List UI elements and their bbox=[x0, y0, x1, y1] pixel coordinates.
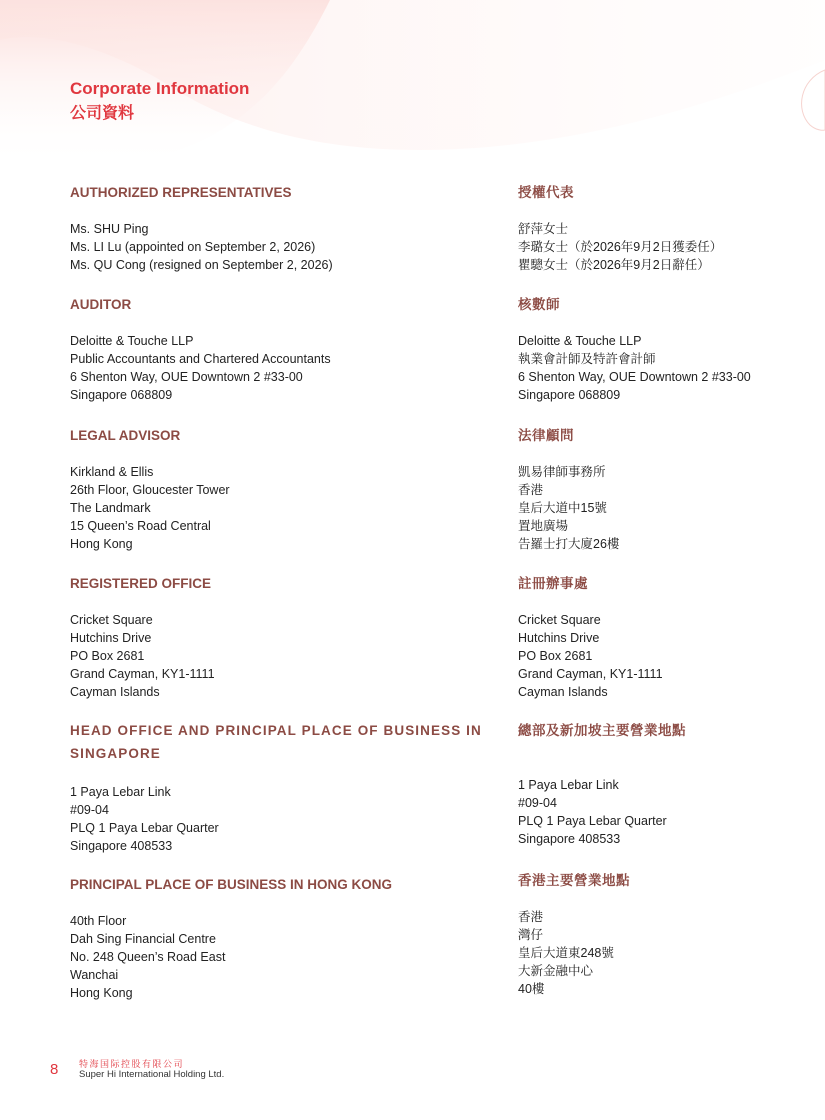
text-line: Cayman Islands bbox=[70, 685, 160, 699]
text-line: 26th Floor, Gloucester Tower bbox=[70, 483, 230, 497]
text-line: 1 Paya Lebar Link bbox=[70, 785, 171, 799]
text-line: Hutchins Drive bbox=[518, 631, 600, 645]
section-heading: 核數師 bbox=[518, 297, 560, 312]
text-line: PLQ 1 Paya Lebar Quarter bbox=[70, 821, 219, 835]
page-title-en: Corporate Information bbox=[70, 79, 250, 98]
text-line: 皇后大道東248號 bbox=[518, 946, 614, 960]
text-line: Singapore 408533 bbox=[70, 839, 173, 853]
text-line: Dah Sing Financial Centre bbox=[70, 932, 216, 946]
text-line: Deloitte & Touche LLP bbox=[70, 334, 194, 348]
section-registered-office-en bbox=[70, 575, 500, 701]
section-head-office-singapore-en bbox=[70, 719, 500, 855]
page-title-block bbox=[70, 78, 249, 126]
text-line: Deloitte & Touche LLP bbox=[518, 334, 642, 348]
text-line: 皇后大道中15號 bbox=[518, 501, 607, 515]
section-heading bbox=[70, 719, 500, 765]
text-line: PLQ 1 Paya Lebar Quarter bbox=[518, 814, 667, 828]
text-line: Ms. LI Lu (appointed on September 2, 2026) bbox=[70, 240, 316, 254]
text-line: 告羅士打大廈26樓 bbox=[518, 537, 620, 551]
text-line: Wanchai bbox=[70, 968, 119, 982]
text-line: No. 248 Queen’s Road East bbox=[70, 950, 226, 964]
text-line: 李璐女士（於2026年9月2日獲委任） bbox=[518, 240, 723, 254]
text-line: 6 Shenton Way, OUE Downtown 2 #33-00 bbox=[70, 370, 303, 384]
section-legal-advisor-zh bbox=[518, 427, 808, 553]
text-line: Cricket Square bbox=[70, 613, 153, 627]
text-line: 15 Queen’s Road Central bbox=[70, 519, 211, 533]
text-line: Ms. QU Cong (resigned on September 2, 2026) bbox=[70, 258, 333, 272]
footer-company-name-en: Super Hi International Holding Ltd. bbox=[79, 1069, 225, 1080]
section-head-office-singapore-zh bbox=[518, 722, 808, 848]
text-line: Grand Cayman, KY1-1111 bbox=[70, 667, 215, 681]
text-line: Hong Kong bbox=[70, 537, 133, 551]
page-title-zh: 公司資料 bbox=[70, 105, 135, 122]
text-line: #09-04 bbox=[70, 803, 109, 817]
section-heading: 香港主要營業地點 bbox=[518, 873, 630, 888]
text-line: 置地廣場 bbox=[518, 519, 569, 533]
text-line: Singapore 068809 bbox=[70, 388, 173, 402]
footer-company-name-zh: 特海国际控股有限公司 bbox=[79, 1059, 185, 1069]
section-heading: 法律顧問 bbox=[518, 428, 574, 443]
section-auditor-en bbox=[70, 296, 500, 404]
text-line: 舒萍女士 bbox=[518, 222, 569, 236]
text-line: Grand Cayman, KY1-1111 bbox=[518, 667, 663, 681]
section-principal-place-hong-kong-zh bbox=[518, 872, 808, 998]
text-line: Cayman Islands bbox=[518, 685, 608, 699]
text-line: Public Accountants and Chartered Accountants bbox=[70, 352, 331, 366]
section-auditor-zh bbox=[518, 296, 808, 404]
section-heading: REGISTERED OFFICE bbox=[70, 576, 212, 591]
text-line: 40th Floor bbox=[70, 914, 127, 928]
page-number: 8 bbox=[50, 1061, 59, 1078]
text-line: 大新金融中心 bbox=[518, 964, 594, 978]
section-principal-place-hong-kong-en bbox=[70, 876, 500, 1002]
section-authorized-representatives-en bbox=[70, 184, 500, 274]
text-line: The Landmark bbox=[70, 501, 151, 515]
text-line: 1 Paya Lebar Link bbox=[518, 778, 619, 792]
text-line: 瞿驄女士（於2026年9月2日辭任） bbox=[518, 258, 710, 272]
text-line: 6 Shenton Way, OUE Downtown 2 #33-00 bbox=[518, 370, 751, 384]
text-line: Cricket Square bbox=[518, 613, 601, 627]
section-heading: 授權代表 bbox=[518, 185, 574, 200]
text-line: 40樓 bbox=[518, 982, 545, 996]
text-line: Kirkland & Ellis bbox=[70, 465, 154, 479]
text-line: Ms. SHU Ping bbox=[70, 222, 149, 236]
text-line: 香港 bbox=[518, 483, 544, 497]
text-line: Singapore 408533 bbox=[518, 832, 621, 846]
text-line: 執業會計師及特許會計師 bbox=[518, 352, 656, 366]
text-line: Singapore 068809 bbox=[518, 388, 621, 402]
section-heading: 總部及新加坡主要營業地點 bbox=[518, 723, 686, 738]
section-legal-advisor-en bbox=[70, 427, 500, 553]
text-line: 香港 bbox=[518, 910, 544, 924]
section-authorized-representatives-zh bbox=[518, 184, 808, 274]
section-heading: AUDITOR bbox=[70, 297, 132, 312]
section-heading: AUTHORIZED REPRESENTATIVES bbox=[70, 185, 292, 200]
text-line: #09-04 bbox=[518, 796, 557, 810]
text-line: Hong Kong bbox=[70, 986, 133, 1000]
section-heading-line-2: SINGAPORE bbox=[70, 746, 161, 761]
section-heading: LEGAL ADVISOR bbox=[70, 428, 181, 443]
text-line: 凱易律師事務所 bbox=[518, 465, 606, 479]
text-line: Hutchins Drive bbox=[70, 631, 152, 645]
section-heading-line-1: HEAD OFFICE AND PRINCIPAL PLACE OF BUSINESS IN bbox=[70, 723, 482, 738]
section-registered-office-zh bbox=[518, 575, 808, 701]
text-line: PO Box 2681 bbox=[518, 649, 593, 663]
text-line: 灣仔 bbox=[518, 928, 544, 942]
text-line: PO Box 2681 bbox=[70, 649, 145, 663]
section-heading: 註冊辦事處 bbox=[518, 576, 588, 591]
section-heading: PRINCIPAL PLACE OF BUSINESS IN HONG KONG bbox=[70, 877, 393, 892]
